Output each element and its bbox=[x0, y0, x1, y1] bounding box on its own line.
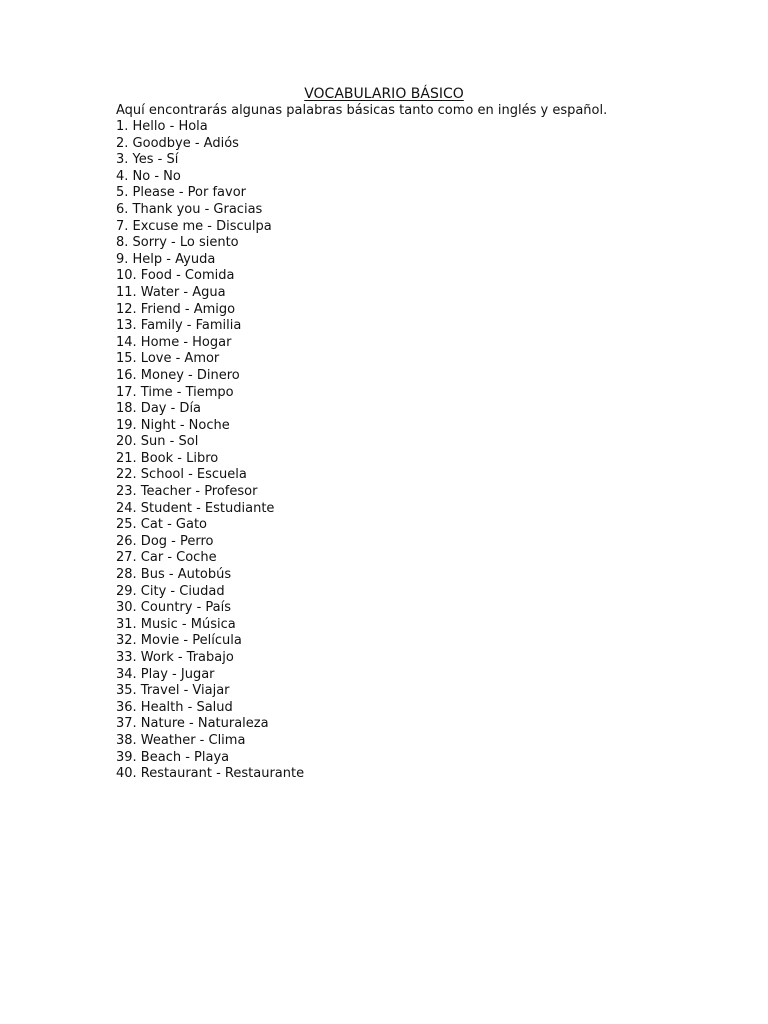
vocabulary-item: 9. Help - Ayuda bbox=[116, 251, 216, 267]
vocabulary-item: 5. Please - Por favor bbox=[116, 185, 247, 201]
vocabulary-item: 20. Sun - Sol bbox=[116, 434, 199, 450]
vocabulary-item: 37. Nature - Naturaleza bbox=[116, 716, 269, 732]
vocabulary-item: 30. Country - País bbox=[116, 600, 232, 616]
vocabulary-item: 17. Time - Tiempo bbox=[116, 384, 234, 400]
vocabulary-item: 26. Dog - Perro bbox=[116, 533, 214, 549]
vocabulary-item: 38. Weather - Clima bbox=[116, 732, 246, 748]
vocabulary-item: 6. Thank you - Gracias bbox=[116, 201, 263, 217]
vocabulary-item: 36. Health - Salud bbox=[116, 699, 233, 715]
vocabulary-item: 10. Food - Comida bbox=[116, 268, 235, 284]
vocabulary-item: 22. School - Escuela bbox=[116, 467, 247, 483]
vocabulary-item: 29. City - Ciudad bbox=[116, 583, 225, 599]
vocabulary-item: 1. Hello - Hola bbox=[116, 119, 208, 134]
vocabulary-item: 28. Bus - Autobús bbox=[116, 567, 232, 583]
vocabulary-list bbox=[116, 119, 304, 783]
vocabulary-item: 8. Sorry - Lo siento bbox=[116, 235, 239, 251]
intro-text: Aquí encontrarás algunas palabras básicas tanto como en inglés y español. bbox=[116, 103, 608, 118]
vocabulary-item: 34. Play - Jugar bbox=[116, 666, 215, 682]
vocabulary-item: 40. Restaurant - Restaurante bbox=[116, 766, 305, 782]
vocabulary-item: 25. Cat - Gato bbox=[116, 517, 207, 533]
vocabulary-item: 13. Family - Familia bbox=[116, 318, 242, 334]
vocabulary-item: 24. Student - Estudiante bbox=[116, 500, 275, 516]
vocabulary-item: 23. Teacher - Profesor bbox=[116, 484, 258, 500]
vocabulary-item: 39. Beach - Playa bbox=[116, 749, 230, 765]
vocabulary-item: 27. Car - Coche bbox=[116, 550, 217, 566]
vocabulary-item: 33. Work - Trabajo bbox=[116, 650, 234, 665]
vocabulary-item: 3. Yes - Sí bbox=[116, 152, 179, 168]
vocabulary-item: 11. Water - Agua bbox=[116, 284, 226, 300]
page-title: VOCABULARIO BÁSICO bbox=[304, 86, 464, 102]
vocabulary-item: 2. Goodbye - Adiós bbox=[116, 135, 239, 151]
vocabulary-item: 31. Music - Música bbox=[116, 616, 236, 632]
vocabulary-item: 18. Day - Día bbox=[116, 401, 202, 417]
vocabulary-item: 7. Excuse me - Disculpa bbox=[116, 218, 272, 234]
vocabulary-item: 14. Home - Hogar bbox=[116, 334, 232, 350]
vocabulary-item: 16. Money - Dinero bbox=[116, 367, 240, 383]
vocabulary-item: 4. No - No bbox=[116, 168, 181, 184]
vocabulary-item: 15. Love - Amor bbox=[116, 351, 220, 367]
vocabulary-item: 19. Night - Noche bbox=[116, 417, 230, 433]
vocabulary-item: 32. Movie - Película bbox=[116, 633, 242, 649]
vocabulary-item: 12. Friend - Amigo bbox=[116, 301, 236, 317]
vocabulary-item: 35. Travel - Viajar bbox=[116, 683, 230, 699]
vocabulary-item: 21. Book - Libro bbox=[116, 450, 219, 466]
